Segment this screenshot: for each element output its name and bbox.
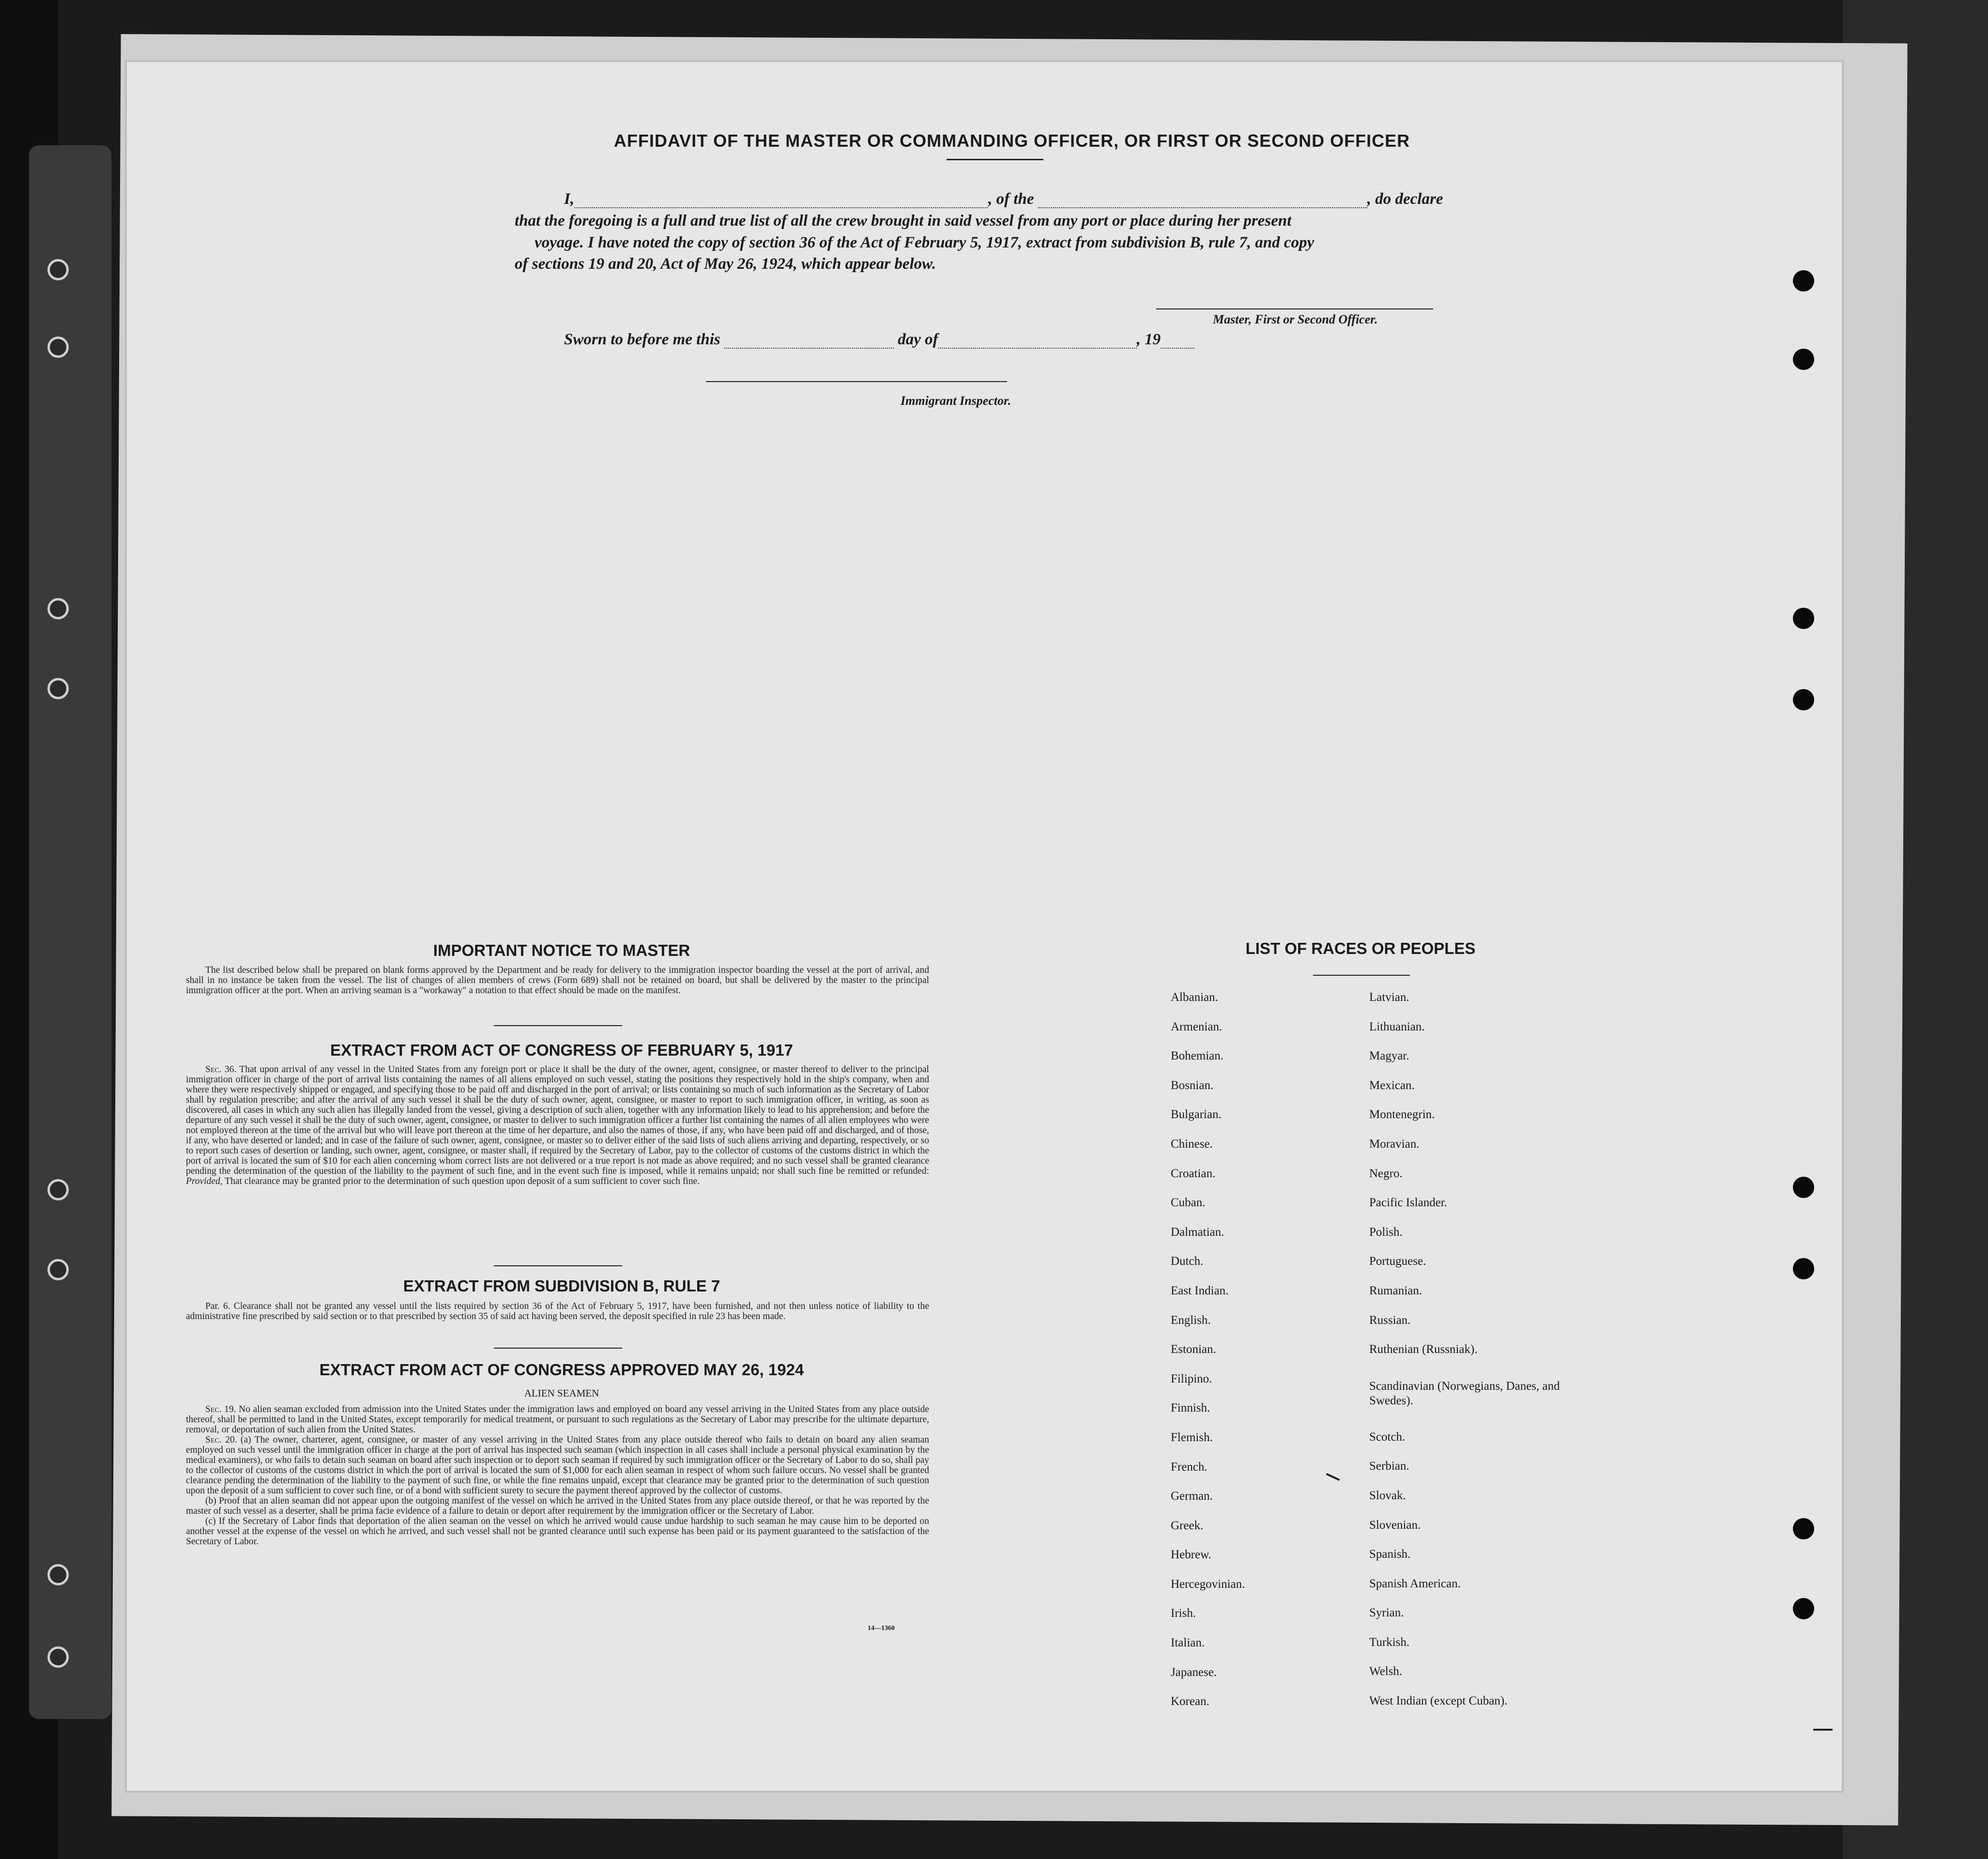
race-item: Slovak.: [1369, 1489, 1406, 1502]
race-item: Bohemian.: [1171, 1049, 1224, 1063]
binder-ring: [47, 1259, 69, 1280]
master-signature-label: Master, First or Second Officer.: [1213, 312, 1378, 326]
race-item: Estonian.: [1171, 1343, 1216, 1356]
race-item: Italian.: [1171, 1636, 1205, 1650]
punch-hole: [1793, 1258, 1814, 1279]
race-item: Croatian.: [1171, 1167, 1216, 1180]
affidavit-of-the: , of the: [988, 190, 1034, 208]
race-item: Turkish.: [1369, 1635, 1410, 1649]
race-item: Korean.: [1171, 1695, 1209, 1708]
inspector-label: Immigrant Inspector.: [901, 394, 1011, 408]
race-item: Dutch.: [1171, 1255, 1204, 1268]
sec20-label: Sec. 20.: [205, 1435, 237, 1445]
sec20a-text: (a) The owner, charterer, agent, consignee, or master of any vessel arriving in the United States from any place outside thereof who fails to detain on board any alien seaman employed on such vessel until the immigration officer in charge at the port of arrival has inspected such seaman (which inspection in all cases shall include a personal physical examination by the medical examiners), or who fails to detain such seaman on board after such inspection or to deport such seaman if required by such immigration officer or the Secretary of Labor to do so, shall pay to the collector of customs of the customs district in which the port of arrival is located the sum of $1,000 for each alien seaman in respect of whom such failure occurs. No vessel shall be granted clearance pending the determination of the liability to the payment of such fine, or while the fine remains unpaid, except that clearance may be granted prior to the determination of such question upon the deposit of a sum sufficient to cover such fine, or of a bond with sufficient surety to secure the payment thereof approved by the collector of customs.: [186, 1435, 929, 1496]
sworn-year: , 19: [1136, 331, 1161, 348]
affidavit-text-line: that the foregoing is a full and true list of all the crew brought in said vessel from any port or place during her present: [515, 212, 1292, 230]
race-item: Scandinavian (Norwegians, Danes, and Swedes).: [1369, 1379, 1560, 1407]
binder-ring: [47, 598, 69, 619]
affidavit-declare: , do declare: [1367, 190, 1443, 208]
sec20b-text: (b) Proof that an alien seaman did not appear upon the outgoing manifest of the vessel on which he arrived in the United States from any place outside thereof, or that he was reported by the master of such vessel as a deserter, shall be prima facie evidence of a failure to detain or deport after requirement by the immigration officer or the Secretary of Labor.: [186, 1496, 929, 1516]
inspector-signature-line[interactable]: [706, 381, 1007, 382]
race-item: French.: [1171, 1460, 1208, 1474]
punch-hole: [1793, 1177, 1814, 1198]
proviso-word: Provided,: [186, 1176, 223, 1186]
race-item: Dalmatian.: [1171, 1225, 1224, 1239]
race-item: Bulgarian.: [1171, 1108, 1222, 1122]
section-divider: [494, 1265, 622, 1266]
race-item: Moravian.: [1369, 1137, 1420, 1151]
sworn-prefix: Sworn to before me this: [564, 331, 720, 348]
race-item: Finnish.: [1171, 1401, 1210, 1415]
races-list-left: [1171, 990, 1245, 1724]
race-item: Pacific Islander.: [1369, 1196, 1448, 1210]
race-item: Armenian.: [1171, 1020, 1223, 1033]
race-item: Syrian.: [1369, 1606, 1404, 1620]
extract-1917-text: [186, 1064, 929, 1186]
affidavit-declaration-line: [564, 190, 1443, 208]
race-item: Cuban.: [1171, 1196, 1206, 1210]
section-divider: [494, 1025, 622, 1026]
race-item: Slovenian.: [1369, 1518, 1421, 1532]
race-item: Spanish.: [1369, 1548, 1411, 1561]
punch-hole: [1793, 1598, 1814, 1619]
punch-hole: [1793, 349, 1814, 370]
race-item: Albanian.: [1171, 991, 1218, 1004]
race-item: Magyar.: [1369, 1049, 1409, 1063]
extract-1917-title: EXTRACT FROM ACT OF CONGRESS OF FEBRUARY 5, 1917: [330, 1041, 793, 1059]
affidavit-text-line: voyage. I have noted the copy of section 36 of the Act of February 5, 1917, extract from subdivision B, rule 7, and copy: [535, 234, 1315, 251]
race-item: Hebrew.: [1171, 1548, 1211, 1562]
notice-paragraph: The list described below shall be prepared on blank forms approved by the Department and be ready for delivery to the immigration inspector boarding the vessel at the port of arrival, and shall in no instance be taken from the vessel. The list of changes of alien members of crews (Form 689) shall not be retained on board, but shall be delivered by the master to the principal immigration officer at the port. When an arriving seaman is a "workaway" a notation to that effect should be made on the manifest.: [186, 965, 929, 996]
sec19-label: Sec. 19.: [205, 1404, 236, 1414]
binder-strip: [29, 145, 111, 1719]
alien-seamen-subtitle: ALIEN SEAMEN: [524, 1387, 599, 1399]
binder-ring: [47, 1646, 69, 1668]
vessel-blank[interactable]: [1038, 207, 1367, 208]
sec36-label: Sec. 36.: [205, 1064, 237, 1075]
sworn-month-blank[interactable]: [938, 348, 1137, 349]
race-item: Mexican.: [1369, 1078, 1415, 1092]
binder-ring: [47, 337, 69, 358]
punch-hole: [1793, 689, 1814, 710]
binder-ring: [47, 1564, 69, 1585]
race-item: Welsh.: [1369, 1665, 1403, 1678]
title-underline: [947, 159, 1043, 160]
notice-title: IMPORTANT NOTICE TO MASTER: [433, 941, 690, 959]
races-list-right: [1369, 990, 1563, 1723]
race-item: Montenegrin.: [1369, 1108, 1435, 1122]
race-item: English.: [1171, 1313, 1211, 1327]
binder-ring: [47, 678, 69, 699]
race-item: Polish.: [1369, 1225, 1403, 1239]
punch-hole: [1793, 608, 1814, 629]
race-item: Portuguese.: [1369, 1255, 1426, 1268]
name-blank[interactable]: [574, 207, 988, 208]
rule7-title: EXTRACT FROM SUBDIVISION B, RULE 7: [403, 1277, 720, 1295]
rule7-text: [186, 1301, 929, 1321]
rule7-paragraph: Par. 6. Clearance shall not be granted any vessel until the lists required by section 36 of the Act of February 5, 1917, have been furnished, and not then unless notice of liability to the administrative fine prescribed by said section or to that prescribed by section 35 of said act having been served, the deposit specified in rule 23 has been made.: [186, 1301, 929, 1321]
race-item: German.: [1171, 1490, 1213, 1503]
binder-ring: [47, 259, 69, 280]
race-item: Greek.: [1171, 1519, 1204, 1532]
pen-mark: [1813, 1729, 1833, 1731]
sworn-line: [564, 331, 1194, 349]
affidavit-text-line: of sections 19 and 20, Act of May 26, 1924, which appear below.: [515, 255, 936, 273]
proviso-text: That clearance may be granted prior to the determination of such question upon deposit of a sum sufficient to cover such fine.: [225, 1176, 700, 1186]
master-signature-line[interactable]: [1156, 308, 1433, 309]
sec36-text: That upon arrival of any vessel in the United States from any foreign port or place it shall be the duty of the owner, agent, consignee, or master thereof to deliver to the principal immigration officer in charge of the port of arrival lists containing the names of all aliens employed on such vessel, stating the positions they respectively hold in the ship's company, when and where they were respectively shipped or engaged, and specifying those to be paid off and discharged in the port of arrival; or lists containing so much of such information as the Secretary of Labor shall by regulation prescribe; and after the arrival of any such vessel it shall be the duty of such owner, agent, consignee, or master to report to such immigration officer, in writing, as soon as discovered, all cases in which any such alien has illegally landed from the vessel, giving a description of such alien, together with any information likely to lead to his apprehension; and before the departure of any such vessel it shall be the duty of such owner, agent, consignee, or master to deliver to such immigration officer a further list containing the names of all alien employees who were not employed thereon at the time of the arrival but who will leave port thereon at the time of her departure, and also the names of those, if any, who have been paid off and discharged, and of those, if any, who have deserted or landed; and in case of the failure of such owner, agent, consignee, or master so to deliver either of the said lists of such aliens arriving and departing, respectively, or so to report such cases of desertion or landing, such owner, agent, consignee, or master shall, if required by the Secretary of Labor, pay to the collector of customs of the customs district in which the port of arrival is located the sum of $10 for each alien concerning whom correct lists are not delivered or a true report is not made as above required; and no such vessel shall be granted clearance pending the determination of the question of the liability to the payment of such fine, and in the event such fine is imposed, while it remains unpaid; nor shall such fine be remitted or refunded:: [186, 1064, 929, 1176]
extract-1924-title: EXTRACT FROM ACT OF CONGRESS APPROVED MAY 26, 1924: [319, 1361, 804, 1379]
affidavit-title: AFFIDAVIT OF THE MASTER OR COMMANDING OFFICER, OR FIRST OR SECOND OFFICER: [613, 131, 1410, 151]
sec19-text: No alien seaman excluded from admission into the United States under the immigration laws and employed on board any vessel arriving in the United States from any place outside thereof, shall be permitted to land in the United States, except temporarily for medical treatment, or pursuant to such regulations as the Secretary of Labor may prescribe for the ultimate departure, removal, or deportation of such alien from the United States.: [186, 1404, 930, 1435]
extract-1924-text: [186, 1404, 929, 1547]
punch-hole: [1793, 1518, 1814, 1539]
race-item: Irish.: [1171, 1607, 1196, 1620]
race-item: Serbian.: [1369, 1460, 1409, 1473]
binder-ring: [47, 1179, 69, 1200]
race-item: East Indian.: [1171, 1284, 1229, 1297]
race-item: Flemish.: [1171, 1430, 1213, 1444]
race-item: Lithuanian.: [1369, 1020, 1425, 1033]
race-item: Hercegovinian.: [1171, 1577, 1245, 1591]
race-item: Chinese.: [1171, 1137, 1213, 1151]
race-item: Latvian.: [1369, 991, 1409, 1004]
race-item: Rumanian.: [1369, 1284, 1422, 1297]
punch-hole: [1793, 270, 1814, 292]
affidavit-i: I,: [564, 190, 575, 208]
form-number: 14—1360: [868, 1625, 895, 1632]
races-title-underline: [1313, 975, 1410, 976]
race-item: West Indian (except Cuban).: [1369, 1694, 1508, 1708]
race-item: Spanish American.: [1369, 1577, 1461, 1590]
race-item: Filipino.: [1171, 1372, 1212, 1385]
race-item: Russian.: [1369, 1313, 1411, 1327]
sworn-day-of: day of: [898, 331, 938, 348]
sworn-year-blank[interactable]: [1161, 348, 1194, 349]
sworn-day-blank[interactable]: [724, 348, 894, 349]
section-divider: [494, 1348, 622, 1349]
race-item: Ruthenian (Russniak).: [1369, 1343, 1478, 1356]
sec20c-text: (c) If the Secretary of Labor finds that deportation of the alien seaman on the vessel on which he arrived would cause undue hardship to such seaman he may cause him to be deported on another vessel at the expense of the vessel on which he arrived, and such vessel shall not be granted clearance until such expense has been paid or its payment guaranteed to the satisfaction of the Secretary of Labor.: [186, 1516, 929, 1547]
race-item: Japanese.: [1171, 1665, 1217, 1679]
notice-text: [186, 965, 929, 996]
races-title: LIST OF RACES OR PEOPLES: [1245, 939, 1476, 957]
race-item: Bosnian.: [1171, 1078, 1214, 1092]
race-item: Negro.: [1369, 1167, 1403, 1180]
race-item: Scotch.: [1369, 1430, 1406, 1444]
